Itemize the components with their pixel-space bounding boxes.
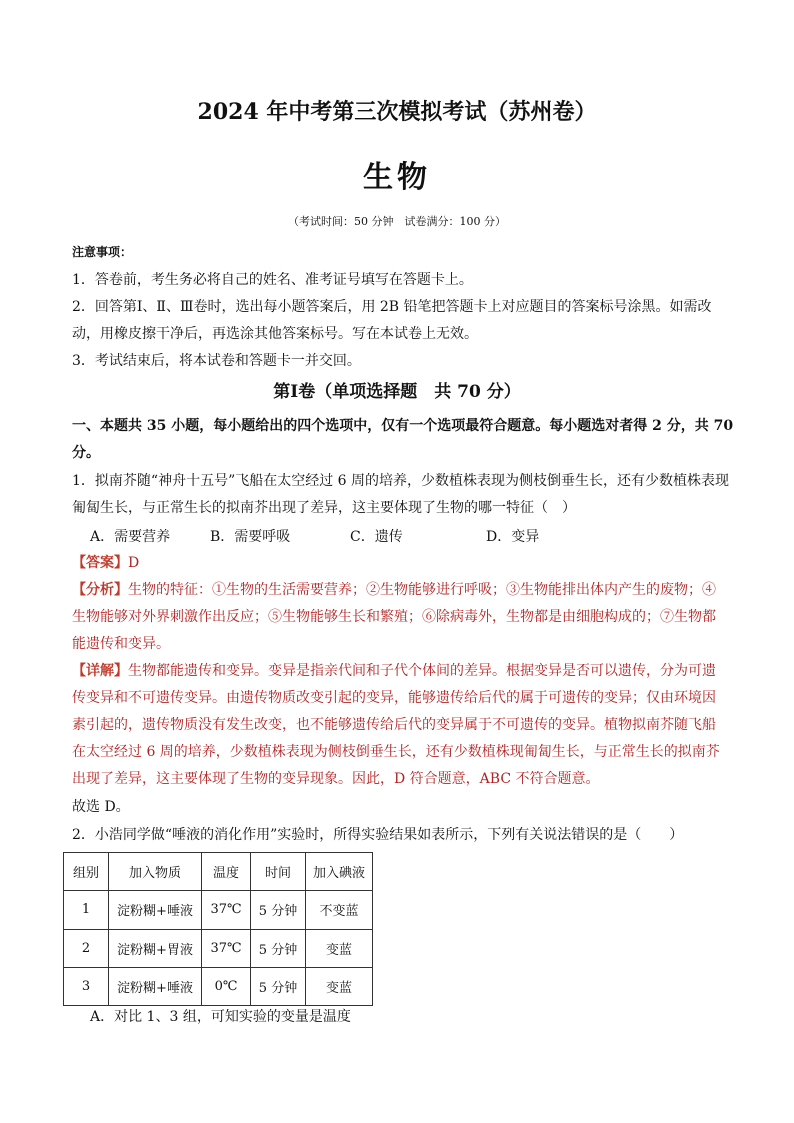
question-1-stem: 1．拟南芥随“神舟十五号”飞船在太空经过 6 周的培养，少数植株表现为侧枝倒垂生长，还有少数植株表现 — [72, 473, 730, 489]
analysis-tag: 【分析】 — [72, 582, 128, 598]
table-cell: 变蓝 — [306, 967, 373, 1005]
detail-text: 生物都能遗传和变异。变异是指亲代间和子代个体间的差异。根据变异是否可以遗传，分为可遗 — [128, 663, 716, 679]
question-1-option-c: C．遗传 — [350, 529, 403, 545]
detail-text: 在太空经过 6 周的培养，少数植株表现为侧枝倒垂生长，还有少数植株现匍匐生长，与正常生长的拟南芥 — [72, 744, 720, 760]
exam-title: 2024 年中考第三次模拟考试（苏州卷） — [197, 99, 597, 125]
question-2-stem: 2．小浩同学做“唾液的消化作用”实验时，所得实验结果如表所示，下列有关说法错误的是（ ） — [72, 827, 684, 843]
table-cell: 0℃ — [202, 967, 251, 1005]
note-item: 动，用橡皮擦干净后，再选涂其他答案标号。写在本试卷上无效。 — [72, 326, 478, 342]
table-header-cell: 时间 — [251, 853, 306, 891]
table-cell: 37℃ — [202, 891, 251, 929]
table-cell: 1 — [64, 891, 109, 929]
question-1-option-b: B．需要呼吸 — [210, 529, 291, 545]
table-row — [64, 929, 373, 967]
table-cell: 变蓝 — [306, 929, 373, 967]
answer-value: D — [128, 555, 140, 571]
table-row — [64, 967, 373, 1005]
experiment-table — [63, 852, 373, 1006]
question-2-option-a: A．对比 1、3 组，可知实验的变量是温度 — [90, 1009, 351, 1025]
detail-text: 传变异和不可遗传变异。由遗传物质改变引起的变异，能够遗传给后代的属于可遗传的变异；仅由环境因 — [72, 690, 716, 706]
question-1-option-d: D．变异 — [486, 529, 540, 545]
note-item: 3．考试结束后，将本试卷和答题卡一并交回。 — [72, 353, 361, 369]
section-title: 第Ⅰ卷（单项选择题 共 70 分） — [273, 382, 521, 402]
note-item: 1．答卷前，考生务必将自己的姓名、准考证号填写在答题卡上。 — [72, 272, 473, 288]
section-instruction: 一、本题共 35 小题，每小题给出的四个选项中，仅有一个选项最符合题意。每小题选对者得 2 分，共 70 — [72, 418, 734, 434]
notes-title: 注意事项： — [72, 245, 133, 259]
question-1-option-a: A．需要营养 — [90, 529, 171, 545]
analysis-text: 能遗传和变异。 — [72, 636, 170, 652]
table-header-cell: 组别 — [64, 853, 109, 891]
table-header-cell: 温度 — [202, 853, 251, 891]
table-header-cell: 加入碘液 — [306, 853, 373, 891]
table-cell: 不变蓝 — [306, 891, 373, 929]
table-cell: 5 分钟 — [251, 967, 306, 1005]
exam-info: （考试时间：50 分钟 试卷满分：100 分） — [288, 215, 506, 228]
detail-line — [72, 661, 724, 681]
table-header-row — [64, 853, 373, 891]
conclusion: 故选 D。 — [72, 799, 130, 815]
answer-line — [72, 553, 724, 573]
table-cell: 淀粉糊+胃液 — [109, 929, 202, 967]
section-instruction: 分。 — [72, 445, 100, 461]
analysis-text: 生物的特征：①生物的生活需要营养；②生物能够进行呼吸；③生物能排出体内产生的废物；④ — [128, 582, 716, 598]
table-cell: 37℃ — [202, 929, 251, 967]
detail-tag: 【详解】 — [72, 663, 128, 679]
answer-tag: 【答案】 — [72, 555, 128, 571]
table-cell: 3 — [64, 967, 109, 1005]
analysis-line — [72, 580, 724, 600]
table-cell: 淀粉糊+唾液 — [109, 891, 202, 929]
detail-text: 素引起的，遗传物质没有发生改变，也不能够遗传给后代的变异属于不可遗传的变异。植物拟南芥随飞船 — [72, 717, 716, 733]
table-header-cell: 加入物质 — [109, 853, 202, 891]
table-row — [64, 891, 373, 929]
table-cell: 5 分钟 — [251, 891, 306, 929]
note-item: 2．回答第Ⅰ、Ⅱ、Ⅲ卷时，选出每小题答案后，用 2B 铅笔把答题卡上对应题目的答案标号涂黑。如需改 — [72, 299, 712, 315]
table-cell: 淀粉糊+唾液 — [109, 967, 202, 1005]
table-cell: 5 分钟 — [251, 929, 306, 967]
subject-title: 生物 — [363, 160, 431, 195]
table-cell: 2 — [64, 929, 109, 967]
detail-text: 出现了差异，这主要体现了生物的变异现象。因此，D 符合题意，ABC 不符合题意。 — [72, 771, 600, 787]
question-1-stem: 匍匐生长，与正常生长的拟南芥出现了差异，这主要体现了生物的哪一特征（ ） — [72, 500, 576, 516]
analysis-text: 生物能够对外界刺激作出反应；⑤生物能够生长和繁殖；⑥除病毒外，生物都是由细胞构成的；⑦生物都 — [72, 609, 716, 625]
